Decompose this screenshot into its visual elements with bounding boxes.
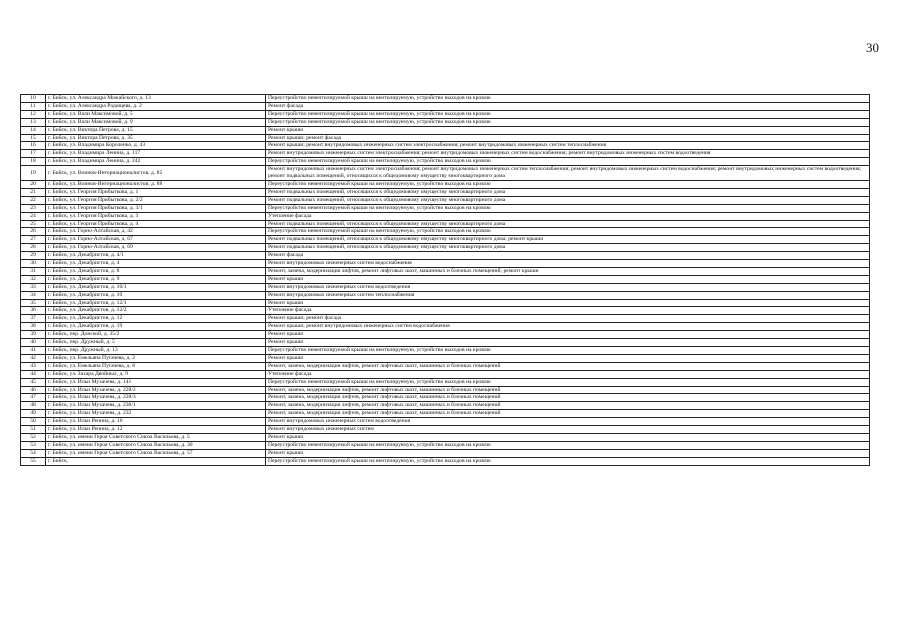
address-cell: г. Бийск, ул. Декабристов, д. 8 bbox=[46, 267, 266, 275]
address-cell: г. Бийск, ул. Ильи Мухачева, д. 230/1 bbox=[46, 402, 266, 410]
row-number-cell: 54 bbox=[21, 449, 46, 457]
work-type-cell: Ремонт крыши bbox=[266, 449, 870, 457]
table-row bbox=[21, 188, 870, 196]
table-row bbox=[21, 150, 870, 158]
address-cell: г. Бийск, ул. Емельяна Пугачева, д. 8 bbox=[46, 362, 266, 370]
row-number-cell: 22 bbox=[21, 196, 46, 204]
table-row bbox=[21, 95, 870, 103]
table-row bbox=[21, 307, 870, 315]
address-cell: г. Бийск, ул. Владимира Ленина, д. 242 bbox=[46, 158, 266, 166]
row-number-cell: 30 bbox=[21, 260, 46, 268]
work-type-cell: Ремонт крыши; ремонт внутридомовых инженерных систем электроснабжения; ремонт внутридомовых инженерных систем теплоснабжения bbox=[266, 142, 870, 150]
work-type-cell: Переустройство невентилируемой крыши на вентилируемую, устройство выходов на кровлю bbox=[266, 457, 870, 465]
address-cell: г. Бийск, ул. Горно-Алтайская, д. 42 bbox=[46, 228, 266, 236]
address-cell: г. Бийск, ул. Владимира Короленко, д. 43 bbox=[46, 142, 266, 150]
table-row bbox=[21, 252, 870, 260]
table-row bbox=[21, 315, 870, 323]
registry-body bbox=[21, 95, 870, 466]
address-cell: г. Бийск, ул. Ильи Мухачева, д. 141 bbox=[46, 378, 266, 386]
address-cell: г. Бийск, ул. Воинов-Интернационалистов, д. 88 bbox=[46, 180, 266, 188]
work-type-cell: Переустройство невентилируемой крыши на вентилируемую, устройство выходов на кровлю bbox=[266, 95, 870, 103]
row-number-cell: 41 bbox=[21, 347, 46, 355]
address-cell: г. Бийск, ул. Декабристов, д. 12/2 bbox=[46, 307, 266, 315]
row-number-cell: 49 bbox=[21, 410, 46, 418]
row-number-cell: 39 bbox=[21, 331, 46, 339]
table-row bbox=[21, 118, 870, 126]
row-number-cell: 20 bbox=[21, 180, 46, 188]
row-number-cell: 43 bbox=[21, 362, 46, 370]
table-row bbox=[21, 102, 870, 110]
table-row bbox=[21, 166, 870, 181]
address-cell: г. Бийск, ул. Декабристов, д. 19 bbox=[46, 323, 266, 331]
table-row bbox=[21, 196, 870, 204]
work-type-cell: Ремонт крыши bbox=[266, 275, 870, 283]
work-type-cell: Переустройство невентилируемой крыши на вентилируемую, устройство выходов на кровлю bbox=[266, 378, 870, 386]
work-type-cell: Ремонт внутридомовых инженерных систем водоотведения bbox=[266, 418, 870, 426]
address-cell: г. Бийск, ул. Александра Можайского, д. 13 bbox=[46, 95, 266, 103]
work-type-cell: Ремонт внутридомовых инженерных систем электроснабжения; ремонт внутридомовых инженерных систем теплоснабжения; ремонт внутридомовых инженерных систем водоснабжения; ремонт внутридомовых инженерных систем водоотведения; ремонт подвальных помещений, относящихся к общедомовому имуществу многоквартирного дома bbox=[266, 166, 870, 181]
address-cell: г. Бийск, ул. Георгия Прибыткова, д. 3/1 bbox=[46, 204, 266, 212]
address-cell: г. Бийск, ул. Виктора Петрова, д. 35 bbox=[46, 134, 266, 142]
table-row bbox=[21, 180, 870, 188]
work-type-cell: Утепление фасада bbox=[266, 307, 870, 315]
table-row bbox=[21, 220, 870, 228]
table-row bbox=[21, 418, 870, 426]
address-cell: г. Бийск, ул. Ильи Мухачева, д. 228/3 bbox=[46, 394, 266, 402]
table-row bbox=[21, 426, 870, 434]
row-number-cell: 50 bbox=[21, 418, 46, 426]
work-type-cell: Утепление фасада bbox=[266, 370, 870, 378]
work-type-cell: Ремонт крыши; ремонт фасада bbox=[266, 315, 870, 323]
table-row bbox=[21, 228, 870, 236]
table-row bbox=[21, 433, 870, 441]
work-type-cell: Ремонт подвальных помещений, относящихся к общедомовому имуществу многоквартирного дома; ремонт крыши bbox=[266, 236, 870, 244]
row-number-cell: 52 bbox=[21, 433, 46, 441]
work-type-cell: Ремонт крыши bbox=[266, 354, 870, 362]
address-cell: г. Бийск, ул. Владимира Ленина, д. 117 bbox=[46, 150, 266, 158]
address-cell: г. Бийск, ул. Георгия Прибыткова, д. 2/2 bbox=[46, 196, 266, 204]
table-row bbox=[21, 347, 870, 355]
address-cell: г. Бийск, ул. Ильи Мухачева, д. 228/2 bbox=[46, 386, 266, 394]
work-type-cell: Ремонт внутридомовых инженерных систем водоснабжения bbox=[266, 260, 870, 268]
table-row bbox=[21, 110, 870, 118]
work-type-cell: Ремонт подвальных помещений, относящихся к общедомовому имуществу многоквартирного дома bbox=[266, 244, 870, 252]
address-cell: г. Бийск, ул. Горно-Алтайская, д. 67 bbox=[46, 236, 266, 244]
address-cell: г. Бийск, ул. Декабристов, д. 9 bbox=[46, 275, 266, 283]
work-type-cell: Ремонт фасада bbox=[266, 252, 870, 260]
work-type-cell: Ремонт, замена, модернизация лифтов, ремонт лифтовых шахт, машинных и блочных помещений bbox=[266, 386, 870, 394]
row-number-cell: 31 bbox=[21, 267, 46, 275]
row-number-cell: 38 bbox=[21, 323, 46, 331]
table-row bbox=[21, 126, 870, 134]
row-number-cell: 28 bbox=[21, 244, 46, 252]
work-type-cell: Утепление фасада bbox=[266, 212, 870, 220]
row-number-cell: 26 bbox=[21, 228, 46, 236]
work-type-cell: Ремонт внутридомовых инженерных систем теплоснабжения bbox=[266, 291, 870, 299]
address-cell: г. Бийск, ул. Ильи Репина, д. 12 bbox=[46, 426, 266, 434]
table-row bbox=[21, 386, 870, 394]
work-type-cell: Ремонт крыши bbox=[266, 339, 870, 347]
work-type-cell: Ремонт внутридомовых инженерных систем электроснабжения; ремонт внутридомовых инженерных систем водоснабжения; ремонт внутридомовых инженерных систем водоотведения bbox=[266, 150, 870, 158]
table-row bbox=[21, 283, 870, 291]
work-type-cell: Ремонт крыши bbox=[266, 299, 870, 307]
table-row bbox=[21, 299, 870, 307]
row-number-cell: 34 bbox=[21, 291, 46, 299]
row-number-cell: 47 bbox=[21, 394, 46, 402]
address-cell: г. Бийск, пер. Дружный, д. 13 bbox=[46, 347, 266, 355]
table-row bbox=[21, 275, 870, 283]
table-row bbox=[21, 339, 870, 347]
work-type-cell: Ремонт подвальных помещений, относящихся к общедомовому имуществу многоквартирного дома bbox=[266, 188, 870, 196]
address-cell: г. Бийск, ул. Александра Радищева, д. 2 bbox=[46, 102, 266, 110]
table-row bbox=[21, 370, 870, 378]
row-number-cell: 18 bbox=[21, 158, 46, 166]
address-cell: г. Бийск, ул. Воинов-Интернационалистов, д. 85 bbox=[46, 166, 266, 181]
row-number-cell: 55 bbox=[21, 457, 46, 465]
work-type-cell: Переустройство невентилируемой крыши на вентилируемую, устройство выходов на кровлю bbox=[266, 204, 870, 212]
row-number-cell: 44 bbox=[21, 370, 46, 378]
work-type-cell: Переустройство невентилируемой крыши на вентилируемую, устройство выходов на кровлю bbox=[266, 118, 870, 126]
row-number-cell: 14 bbox=[21, 126, 46, 134]
table-row bbox=[21, 362, 870, 370]
address-cell: г. Бийск, ул. Захара Двойных, д. 9 bbox=[46, 370, 266, 378]
address-cell: г. Бийск, ул. имени Героя Советского Союза Васильева, д. 5 bbox=[46, 433, 266, 441]
row-number-cell: 37 bbox=[21, 315, 46, 323]
address-cell: г. Бийск, ул. Декабристов, д. 10/1 bbox=[46, 283, 266, 291]
table-row bbox=[21, 394, 870, 402]
row-number-cell: 21 bbox=[21, 188, 46, 196]
table-row bbox=[21, 212, 870, 220]
work-type-cell: Ремонт внутридомовых инженерных систем bbox=[266, 426, 870, 434]
work-type-cell: Ремонт, замена, модернизация лифтов, ремонт лифтовых шахт, машинных и блочных помещений bbox=[266, 410, 870, 418]
row-number-cell: 15 bbox=[21, 134, 46, 142]
address-cell: г. Бийск, ул. Георгия Прибыткова, д. 3 bbox=[46, 212, 266, 220]
address-cell: г. Бийск, пер. Дружный, д. 5 bbox=[46, 339, 266, 347]
address-cell: г. Бийск, ул. Виктора Петрова, д. 15 bbox=[46, 126, 266, 134]
table-row bbox=[21, 260, 870, 268]
address-cell: г. Бийск, ул. Декабристов, д. 4 bbox=[46, 260, 266, 268]
table-row bbox=[21, 354, 870, 362]
address-cell: г. Бийск, ул. Вали Максимовой, д. 5 bbox=[46, 110, 266, 118]
table-row bbox=[21, 267, 870, 275]
page-number: 30 bbox=[866, 40, 879, 55]
address-cell: г. Бийск, ул. Георгия Прибыткова, д. 1 bbox=[46, 188, 266, 196]
work-type-cell: Ремонт крыши; ремонт внутридомовых инженерных систем водоснабжения bbox=[266, 323, 870, 331]
row-number-cell: 16 bbox=[21, 142, 46, 150]
table-row bbox=[21, 142, 870, 150]
row-number-cell: 27 bbox=[21, 236, 46, 244]
row-number-cell: 10 bbox=[21, 95, 46, 103]
work-type-cell: Ремонт подвальных помещений, относящихся к общедомовому имуществу многоквартирного дома bbox=[266, 220, 870, 228]
row-number-cell: 25 bbox=[21, 220, 46, 228]
address-cell: г. Бийск, ул. Декабристов, д. 4/1 bbox=[46, 252, 266, 260]
work-type-cell: Ремонт, замена, модернизация лифтов, ремонт лифтовых шахт, машинных и блочных помещений; ремонт крыши bbox=[266, 267, 870, 275]
table-row bbox=[21, 158, 870, 166]
repair-registry-table bbox=[20, 94, 870, 466]
table-row bbox=[21, 291, 870, 299]
address-cell: г. Бийск, ул. Георгия Прибыткова, д. 4 bbox=[46, 220, 266, 228]
row-number-cell: 29 bbox=[21, 252, 46, 260]
table-row bbox=[21, 204, 870, 212]
address-cell: г. Бийск, ул. Горно-Алтайская, д. 69 bbox=[46, 244, 266, 252]
address-cell: г. Бийск, ул. Ильи Репина, д. 10 bbox=[46, 418, 266, 426]
work-type-cell: Ремонт фасада bbox=[266, 102, 870, 110]
work-type-cell: Ремонт крыши bbox=[266, 331, 870, 339]
row-number-cell: 12 bbox=[21, 110, 46, 118]
work-type-cell: Переустройство невентилируемой крыши на вентилируемую, устройство выходов на кровлю bbox=[266, 347, 870, 355]
row-number-cell: 33 bbox=[21, 283, 46, 291]
row-number-cell: 23 bbox=[21, 204, 46, 212]
table-row bbox=[21, 449, 870, 457]
work-type-cell: Ремонт крыши; ремонт фасада bbox=[266, 134, 870, 142]
row-number-cell: 36 bbox=[21, 307, 46, 315]
table-row bbox=[21, 402, 870, 410]
work-type-cell: Ремонт крыши bbox=[266, 433, 870, 441]
work-type-cell: Ремонт подвальных помещений, относящихся к общедомовому имуществу многоквартирного дома bbox=[266, 196, 870, 204]
work-type-cell: Ремонт, замена, модернизация лифтов, ремонт лифтовых шахт, машинных и блочных помещений bbox=[266, 362, 870, 370]
work-type-cell: Ремонт крыши bbox=[266, 126, 870, 134]
row-number-cell: 48 bbox=[21, 402, 46, 410]
work-type-cell: Переустройство невентилируемой крыши на вентилируемую, устройство выходов на кровлю bbox=[266, 180, 870, 188]
row-number-cell: 46 bbox=[21, 386, 46, 394]
address-cell: г. Бийск, ул. Емельяна Пугачева, д. 2 bbox=[46, 354, 266, 362]
address-cell: г. Бийск, bbox=[46, 457, 266, 465]
row-number-cell: 11 bbox=[21, 102, 46, 110]
row-number-cell: 53 bbox=[21, 441, 46, 449]
address-cell: г. Бийск, ул. Декабристов, д. 10 bbox=[46, 291, 266, 299]
work-type-cell: Ремонт, замена, модернизация лифтов, ремонт лифтовых шахт, машинных и блочных помещений bbox=[266, 402, 870, 410]
table-row bbox=[21, 410, 870, 418]
row-number-cell: 19 bbox=[21, 166, 46, 181]
work-type-cell: Ремонт внутридомовых инженерных систем водоотведения bbox=[266, 283, 870, 291]
table-row bbox=[21, 331, 870, 339]
address-cell: г. Бийск, ул. Вали Максимовой, д. 9 bbox=[46, 118, 266, 126]
table-row bbox=[21, 457, 870, 465]
work-type-cell: Переустройство невентилируемой крыши на вентилируемую, устройство выходов на кровлю bbox=[266, 158, 870, 166]
address-cell: г. Бийск, ул. имени Героя Советского Союза Васильева, д. 57 bbox=[46, 449, 266, 457]
work-type-cell: Переустройство невентилируемой крыши на вентилируемую, устройство выходов на кровлю bbox=[266, 110, 870, 118]
row-number-cell: 51 bbox=[21, 426, 46, 434]
row-number-cell: 35 bbox=[21, 299, 46, 307]
table-row bbox=[21, 244, 870, 252]
table-row bbox=[21, 134, 870, 142]
table-row bbox=[21, 378, 870, 386]
row-number-cell: 13 bbox=[21, 118, 46, 126]
table-row bbox=[21, 236, 870, 244]
address-cell: г. Бийск, пер. Донской, д. 35/2 bbox=[46, 331, 266, 339]
address-cell: г. Бийск, ул. Декабристов, д. 12/1 bbox=[46, 299, 266, 307]
work-type-cell: Переустройство невентилируемой крыши на вентилируемую, устройство выходов на кровлю bbox=[266, 441, 870, 449]
row-number-cell: 45 bbox=[21, 378, 46, 386]
row-number-cell: 24 bbox=[21, 212, 46, 220]
address-cell: г. Бийск, ул. имени Героя Советского Союза Васильева, д. 30 bbox=[46, 441, 266, 449]
row-number-cell: 40 bbox=[21, 339, 46, 347]
table-row bbox=[21, 323, 870, 331]
table-row bbox=[21, 441, 870, 449]
row-number-cell: 32 bbox=[21, 275, 46, 283]
address-cell: г. Бийск, ул. Ильи Мухачева, д. 232 bbox=[46, 410, 266, 418]
row-number-cell: 42 bbox=[21, 354, 46, 362]
work-type-cell: Переустройство невентилируемой крыши на вентилируемую, устройство выходов на кровлю bbox=[266, 228, 870, 236]
row-number-cell: 17 bbox=[21, 150, 46, 158]
work-type-cell: Ремонт, замена, модернизация лифтов, ремонт лифтовых шахт, машинных и блочных помещений bbox=[266, 394, 870, 402]
address-cell: г. Бийск, ул. Декабристов, д. 12 bbox=[46, 315, 266, 323]
